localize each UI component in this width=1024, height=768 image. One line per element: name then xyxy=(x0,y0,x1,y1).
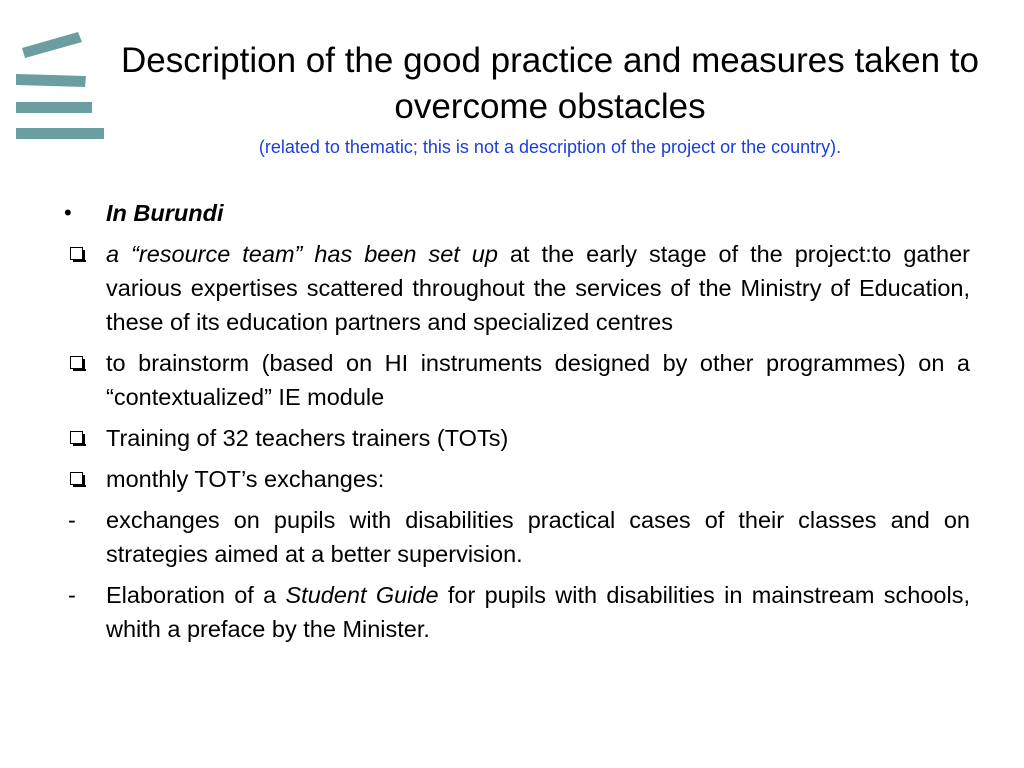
list-item-text: exchanges on pupils with disabilities practical cases of their classes and on strategies aimed at a better supervision. xyxy=(106,507,970,567)
organization-logo-icon xyxy=(14,30,106,142)
emphasis-text: Student Guide xyxy=(285,582,439,608)
checkbox-bullet-icon xyxy=(70,472,83,485)
list-item-text: monthly TOT’s exchanges: xyxy=(106,466,385,492)
body-text: Elaboration of a xyxy=(106,582,286,608)
logo-bar-4 xyxy=(16,128,104,139)
list-item-pupil-cases xyxy=(62,503,970,571)
list-item-text: to brainstorm (based on HI instruments designed by other programmes) on a “contextualized” IE module xyxy=(106,350,970,410)
logo-bar-3 xyxy=(16,102,92,113)
slide-body xyxy=(62,196,970,653)
slide-title: Description of the good practice and measures taken to overcome obstacles xyxy=(121,41,979,126)
checkbox-bullet-icon xyxy=(70,431,83,444)
logo-bar-2 xyxy=(16,74,86,87)
dash-marker: - xyxy=(68,582,76,608)
list-item-monthly-exchanges xyxy=(62,462,970,496)
checkbox-bullet-icon xyxy=(70,356,83,369)
title-block xyxy=(120,38,980,160)
section-heading: In Burundi xyxy=(106,200,224,226)
body-text: at the early stage of the project:to gather various expertises scattered throughout the services of the Ministry of Education, these of its education partners and specialized centres xyxy=(106,241,970,335)
bullet-marker: • xyxy=(64,200,72,225)
dash-marker: - xyxy=(68,507,76,533)
list-item-text xyxy=(106,237,970,339)
emphasis-text: a “resource team” has been set up xyxy=(106,241,498,267)
checkbox-bullet-icon xyxy=(70,247,83,260)
slide-subtitle: (related to thematic; this is not a description of the project or the country). xyxy=(258,137,842,157)
list-item-heading xyxy=(62,196,970,230)
list-item-text xyxy=(106,578,970,646)
list-item-student-guide xyxy=(62,578,970,646)
body-text: for pupils with disabilities in mainstream schools, whith a preface by the Minister. xyxy=(106,582,970,642)
list-item-resource-team xyxy=(62,237,970,339)
list-item-text: Training of 32 teachers trainers (TOTs) xyxy=(106,425,509,451)
list-item-brainstorm xyxy=(62,346,970,414)
logo-bar-1 xyxy=(22,32,82,58)
list-item-training xyxy=(62,421,970,455)
